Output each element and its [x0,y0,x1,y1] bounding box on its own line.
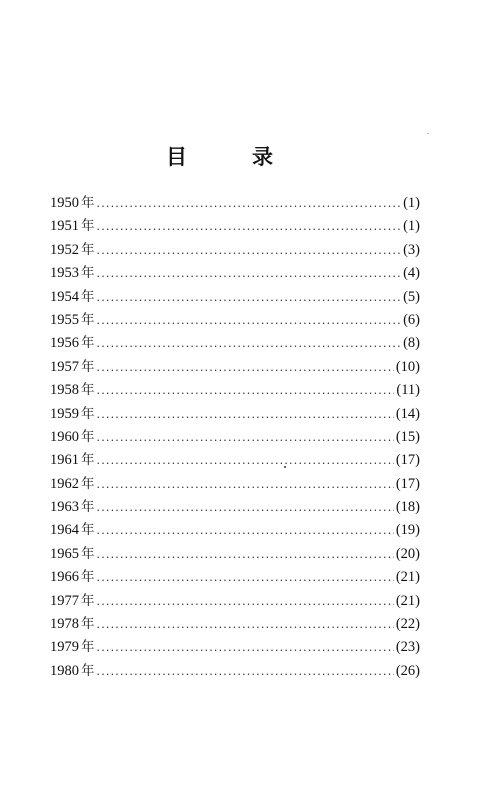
toc-entry-unit: 年 [81,475,95,492]
toc-leader-dots [97,403,394,426]
toc-leader-dots [97,566,394,589]
toc-entry[interactable] [50,426,420,449]
toc-entry-page: (17) [395,452,420,469]
toc-entry-page: (14) [395,405,420,422]
toc-entry-page: (4) [403,265,420,282]
toc-list [50,192,420,683]
toc-entry-unit: 年 [81,452,95,469]
toc-entry-unit: 年 [81,639,95,656]
toc-entry-unit: 年 [81,522,95,539]
toc-entry-unit: 年 [81,195,95,211]
toc-leader-dots [97,519,394,542]
toc-leader-dots [97,426,394,449]
toc-entry-unit: 年 [81,569,95,586]
toc-entry-unit: 年 [81,382,95,399]
toc-leader-dots [97,262,402,285]
toc-entry-unit: 年 [81,311,95,328]
toc-entry[interactable] [50,286,420,309]
toc-entry-year: 1959 [50,405,79,422]
toc-entry-unit: 年 [81,545,95,562]
toc-entry-page: (15) [395,428,420,445]
toc-entry[interactable] [50,473,420,496]
toc-entry-page: (21) [395,569,420,586]
toc-entry-year: 1964 [50,522,79,539]
toc-entry[interactable] [50,636,420,659]
toc-entry[interactable] [50,309,420,332]
toc-leader-dots [97,286,402,309]
toc-entry-page: (1) [403,195,420,211]
toc-entry-page: (6) [403,311,420,328]
toc-entry-unit: 年 [81,335,95,352]
toc-leader-dots [97,332,402,355]
toc-entry-year: 1965 [50,545,79,562]
toc-entry[interactable] [50,613,420,636]
toc-entry[interactable] [50,262,420,285]
toc-entry-year: 1954 [50,288,79,305]
toc-entry-unit: 年 [81,405,95,422]
toc-entry[interactable] [50,215,420,238]
toc-entry-year: 1953 [50,265,79,282]
toc-entry-year: 1961 [50,452,79,469]
toc-entry[interactable] [50,379,420,402]
toc-entry-year: 1957 [50,358,79,375]
toc-leader-dots [97,473,394,496]
toc-entry-page: (10) [395,358,420,375]
toc-entry[interactable] [50,543,420,566]
toc-leader-dots [97,356,394,379]
toc-entry-unit: 年 [81,241,95,258]
toc-entry[interactable] [50,239,420,262]
toc-leader-dots [97,239,402,262]
toc-leader-dots [97,215,402,238]
toc-entry-unit: 年 [81,218,95,235]
toc-leader-dots [97,496,394,519]
toc-leader-dots [97,636,394,659]
toc-entry-page: (23) [395,639,420,656]
toc-entry[interactable] [50,519,420,542]
toc-leader-dots [97,379,395,402]
toc-entry-page: (8) [403,335,420,352]
toc-leader-dots [97,660,394,683]
toc-entry-page: (11) [396,382,420,399]
toc-entry-page: (21) [395,592,420,609]
toc-entry-page: (26) [395,662,420,679]
toc-entry-page: (22) [395,616,420,633]
toc-entry-page: (1) [403,218,420,235]
toc-entry-year: 1956 [50,335,79,352]
toc-entry[interactable] [50,496,420,519]
toc-entry[interactable] [50,566,420,589]
title-char-1: 目 [166,145,187,169]
toc-entry-unit: 年 [81,428,95,445]
toc-entry[interactable] [50,449,420,472]
toc-entry[interactable] [50,192,420,215]
toc-entry-year: 1952 [50,241,79,258]
toc-entry[interactable] [50,332,420,355]
toc-entry-unit: 年 [81,358,95,375]
toc-entry-page: (19) [395,522,420,539]
toc-entry-page: (5) [403,288,420,305]
toc-leader-dots [97,309,402,332]
toc-leader-dots [97,543,394,566]
toc-entry-page: (20) [395,545,420,562]
toc-entry-year: 1951 [50,218,79,235]
toc-entry-unit: 年 [81,288,95,305]
toc-entry-year: 1978 [50,616,79,633]
toc-entry-unit: 年 [81,592,95,609]
toc-entry[interactable] [50,590,420,613]
toc-entry-page: (3) [403,241,420,258]
toc-leader-dots [97,449,394,472]
toc-entry-year: 1958 [50,382,79,399]
toc-entry-unit: 年 [81,265,95,282]
toc-leader-dots [97,590,394,613]
toc-entry-year: 1962 [50,475,79,492]
stray-dot [284,466,286,468]
toc-entry-year: 1955 [50,311,79,328]
toc-entry-year: 1963 [50,499,79,516]
toc-entry-page: (17) [395,475,420,492]
toc-entry-unit: 年 [81,499,95,516]
toc-entry[interactable] [50,356,420,379]
scan-mark [427,133,429,134]
toc-entry-year: 1980 [50,662,79,679]
toc-leader-dots [97,192,402,215]
toc-entry-unit: 年 [81,616,95,633]
toc-entry-year: 1966 [50,569,79,586]
toc-entry-year: 1977 [50,592,79,609]
toc-entry-unit: 年 [81,662,95,679]
toc-entry-year: 1950 [50,195,79,211]
toc-entry-year: 1960 [50,428,79,445]
toc-entry-page: (18) [395,499,420,516]
toc-leader-dots [97,613,394,636]
toc-entry[interactable] [50,660,420,683]
toc-entry[interactable] [50,403,420,426]
title-char-2: 录 [252,145,273,169]
toc-entry-year: 1979 [50,639,79,656]
